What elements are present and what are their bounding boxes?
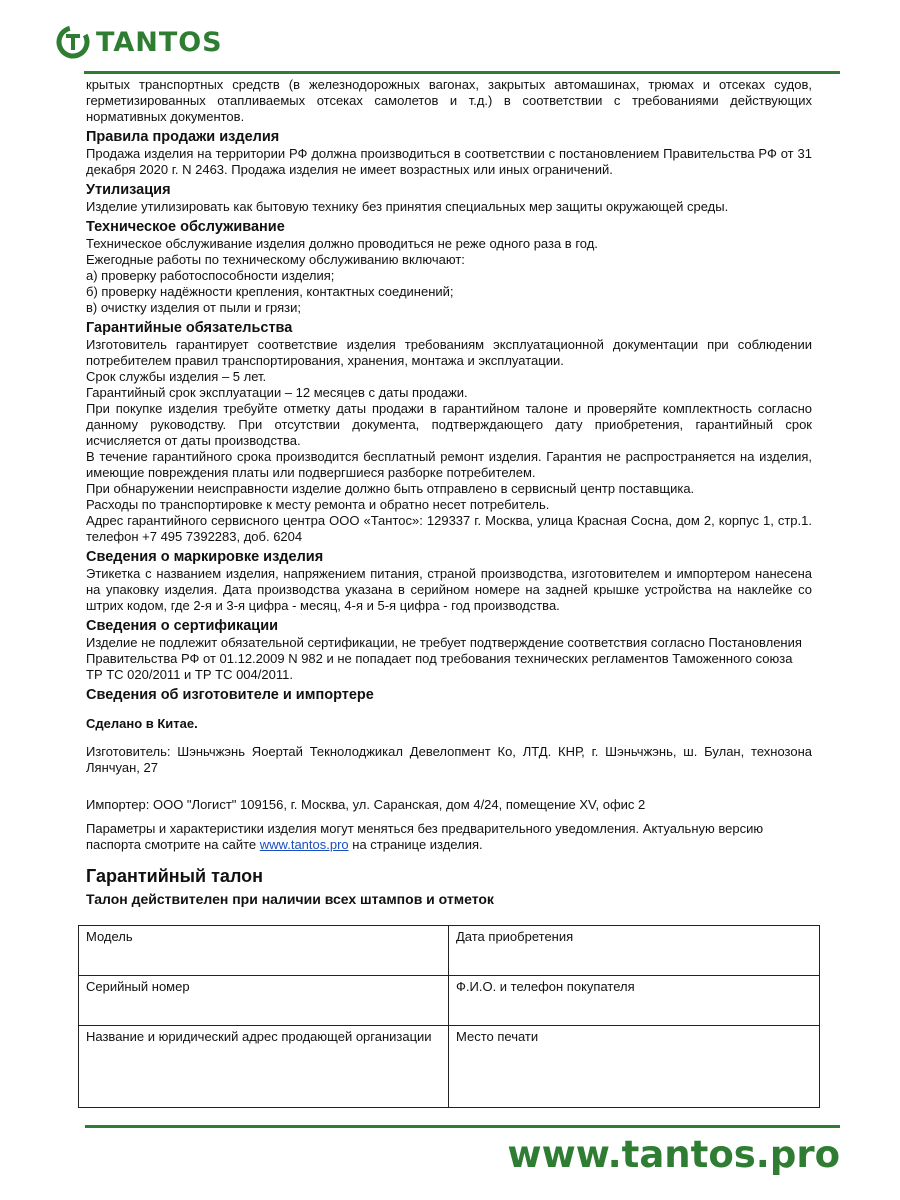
disposal-text: Изделие утилизировать как бытовую технику без принятия специальных мер защиты окружающей среды. <box>86 199 729 214</box>
warranty-text: При обнаружении неисправности изделие должно быть отправлено в сервисный центр поставщика. <box>86 481 695 496</box>
coupon-subtitle: Талон действителен при наличии всех штампов и отметок <box>86 891 494 907</box>
serial-number-cell[interactable]: Серийный номер <box>79 976 449 1026</box>
seller-info-cell[interactable]: Название и юридический адрес продающей организации <box>79 1026 449 1108</box>
manufacturer-text: Изготовитель: Шэньчжэнь Яоертай Текнолоджикал Девелопмент Ко, ЛТД. КНР, г. Шэньчжэнь, ш. Булан, технозона Лянчуан, 27 <box>86 744 812 775</box>
warranty-text: Гарантийный срок эксплуатации – 12 месяцев с даты продажи. <box>86 385 468 400</box>
notice-text-start: Параметры и характеристики изделия могут меняться без предварительного уведомления. Актуальную версию паспорта смотрите на сайте <box>86 821 764 852</box>
warranty-text: Расходы по транспортировке к месту ремонта и обратно несет потребитель. <box>86 497 550 512</box>
warranty-text: При покупке изделия требуйте отметку даты продажи в гарантийном талоне и проверяйте комплектность согласно данному руководству. При отсутствии документа, подтверждающего дату приобретения, гарантийный срок исчисляется от даты производства. <box>86 401 812 448</box>
sales-text: Продажа изделия на территории РФ должна производиться в соответствии с постановлением Правительства РФ от 31 декабря 2020 г. N 2463. Продажа изделия не имеет возрастных или иных ограничений. <box>86 146 812 177</box>
model-cell[interactable]: Модель <box>79 926 449 976</box>
certification-text: Изделие не подлежит обязательной сертификации, не требует подтверждение соответствия согласно Постановления Правительства РФ от 01.12.2009 N 982 и не попадает под требования технических регламентов Таможенного союза ТР ТС 020/2011 и ТР ТС 004/2011. <box>86 635 802 682</box>
maintenance-heading: Техническое обслуживание <box>86 219 285 235</box>
logo-text: TANTOS <box>96 26 223 58</box>
marking-text: Этикетка с названием изделия, напряжением питания, страной производства, изготовителем и импортером нанесена на упаковку изделия. Дата производства указана в серийном номере на задней крышке устройства на наклейке со штрих кодом, где 2-я и 3-я цифра - месяц, 4-я и 5-я цифра - год производства. <box>86 566 812 613</box>
warranty-heading: Гарантийные обязательства <box>86 320 293 336</box>
certification-heading: Сведения о сертификации <box>86 618 279 634</box>
warranty-text: В течение гарантийного срока производится бесплатный ремонт изделия. Гарантия не распространяется на изделия, имеющие повреждения платы или подвергшиеся разборке потребителем. <box>86 449 812 480</box>
warranty-text: Изготовитель гарантирует соответствие изделия требованиям эксплуатационной документации при соблюдении потребителем правил транспортирования, хранения, монтажа и эксплуатации. <box>86 337 812 368</box>
warranty-address: Адрес гарантийного сервисного центра ООО «Тантос»: 129337 г. Москва, улица Красная Сосна, дом 2, корпус 1, стр.1. телефон +7 495 7392283, доб. 6204 <box>86 513 812 544</box>
maintenance-line: в) очистку изделия от пыли и грязи; <box>86 300 301 315</box>
made-in-text: Сделано в Китае. <box>86 716 198 731</box>
notice-text-end: на странице изделия. <box>348 837 483 852</box>
table-row <box>79 976 820 1026</box>
footer-divider <box>85 1125 840 1128</box>
warranty-text: Срок службы изделия – 5 лет. <box>86 369 267 384</box>
table-row <box>79 926 820 976</box>
purchase-date-cell[interactable]: Дата приобретения <box>449 926 820 976</box>
intro-text: крытых транспортных средств (в железнодорожных вагонах, закрытых автомашинах, трюмах и отсеках судов, герметизированных отапливаемых отсеках самолетов и т.д.) в соответствии с требованиями действующих нормативных документов. <box>86 77 812 124</box>
document-body <box>86 77 812 907</box>
manufacturer-heading: Сведения об изготовителе и импортере <box>86 687 374 703</box>
header-divider <box>84 71 840 74</box>
buyer-info-cell[interactable]: Ф.И.О. и телефон покупателя <box>449 976 820 1026</box>
maintenance-line: Ежегодные работы по техническому обслуживанию включают: <box>86 252 465 267</box>
tantos-logo <box>56 24 223 60</box>
coupon-title: Гарантийный талон <box>86 866 264 886</box>
importer-text: Импортер: ООО "Логист" 109156, г. Москва, ул. Саранская, дом 4/24, помещение XV, офис 2 <box>86 797 646 812</box>
stamp-place-cell[interactable]: Место печати <box>449 1026 820 1108</box>
maintenance-line: б) проверку надёжности крепления, контактных соединений; <box>86 284 454 299</box>
tantos-site-link[interactable]: www.tantos.pro <box>259 837 349 852</box>
warranty-coupon-table <box>78 925 820 1108</box>
tantos-logo-icon <box>56 25 90 59</box>
maintenance-line: Техническое обслуживание изделия должно проводиться не реже одного раза в год. <box>86 236 598 251</box>
sales-heading: Правила продажи изделия <box>86 129 280 145</box>
disposal-heading: Утилизация <box>86 182 171 198</box>
table-row <box>79 1026 820 1108</box>
marking-heading: Сведения о маркировке изделия <box>86 549 324 565</box>
maintenance-line: а) проверку работоспособности изделия; <box>86 268 335 283</box>
notice-text <box>86 821 812 853</box>
footer-url: www.tantos.pro <box>507 1133 840 1176</box>
